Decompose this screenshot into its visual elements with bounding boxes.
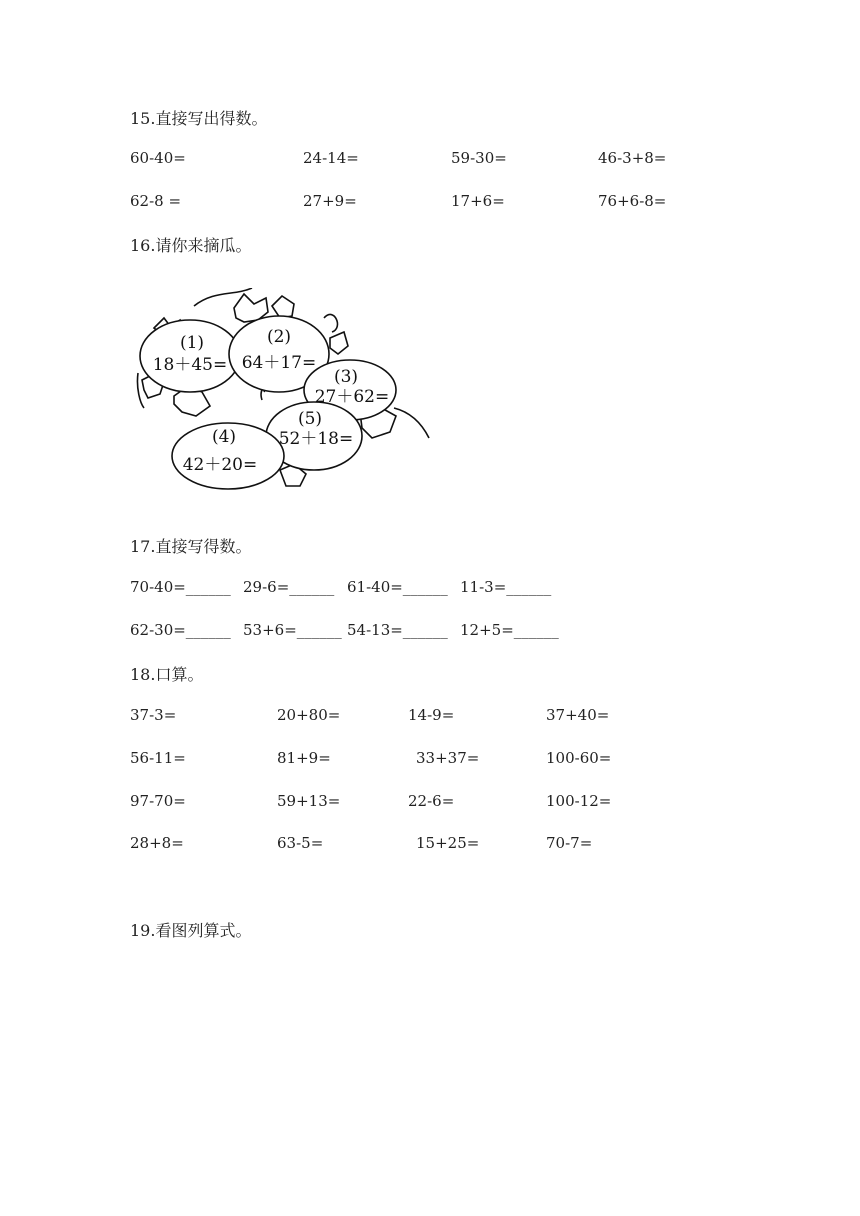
melon-3-expression: 27＋62= (314, 387, 390, 407)
melon-4-expression: 42＋20= (182, 455, 258, 475)
melon-5-expression: 52＋18= (278, 429, 354, 449)
melon-2-number: (2) (266, 327, 292, 347)
q17-item: 61-40=______ (347, 578, 448, 596)
q15-item: 24-14= (303, 149, 359, 167)
q15-item: 46-3+8= (598, 149, 667, 167)
question-17-title: 17.直接写得数。 (130, 537, 252, 556)
q18-item: 37-3= (130, 706, 177, 724)
q18-item: 14-9= (408, 706, 455, 724)
melon-1-number: (1) (179, 333, 205, 353)
q18-item: 81+9= (277, 749, 331, 767)
melon-1-expression: 18＋45= (152, 355, 228, 375)
q17-item: 29-6=______ (243, 578, 335, 596)
q18-item: 15+25= (416, 834, 480, 852)
q18-item: 59+13= (277, 792, 341, 810)
vine (394, 408, 429, 438)
q18-item: 70-7= (546, 834, 593, 852)
q18-item: 100-60= (546, 749, 612, 767)
q17-item: 53+6=______ (243, 621, 342, 639)
leaf (330, 332, 348, 354)
q18-item: 20+80= (277, 706, 341, 724)
melon-5-number: (5) (297, 409, 323, 429)
q15-item: 60-40= (130, 149, 186, 167)
q18-item: 33+37= (416, 749, 480, 767)
q18-item: 56-11= (130, 749, 186, 767)
q15-item: 59-30= (451, 149, 507, 167)
q18-item: 37+40= (546, 706, 610, 724)
leaf (272, 296, 294, 318)
question-19-title: 19.看图列算式。 (130, 921, 252, 940)
vine (324, 314, 337, 332)
q17-item: 70-40=______ (130, 578, 231, 596)
q17-item: 54-13=______ (347, 621, 448, 639)
q18-item: 100-12= (546, 792, 612, 810)
vine (194, 288, 252, 306)
question-16-title: 16.请你来摘瓜。 (130, 236, 252, 255)
q17-item: 11-3=______ (460, 578, 552, 596)
question-18-title: 18.口算。 (130, 665, 204, 684)
q18-item: 22-6= (408, 792, 455, 810)
q15-item: 76+6-8= (598, 192, 667, 210)
melon-4-number: (4) (211, 427, 237, 447)
q18-item: 63-5= (277, 834, 324, 852)
q15-item: 62-8 = (130, 192, 182, 210)
melon-3-number: (3) (333, 367, 359, 387)
q15-item: 17+6= (451, 192, 505, 210)
q17-item: 62-30=______ (130, 621, 231, 639)
melon-2-expression: 64＋17= (241, 353, 317, 373)
q18-item: 97-70= (130, 792, 186, 810)
q18-item: 28+8= (130, 834, 184, 852)
pumpkin-patch-illustration (134, 288, 434, 493)
q15-item: 27+9= (303, 192, 357, 210)
q17-item: 12+5=______ (460, 621, 559, 639)
vine (137, 373, 144, 408)
question-15-title: 15.直接写出得数。 (130, 109, 268, 128)
